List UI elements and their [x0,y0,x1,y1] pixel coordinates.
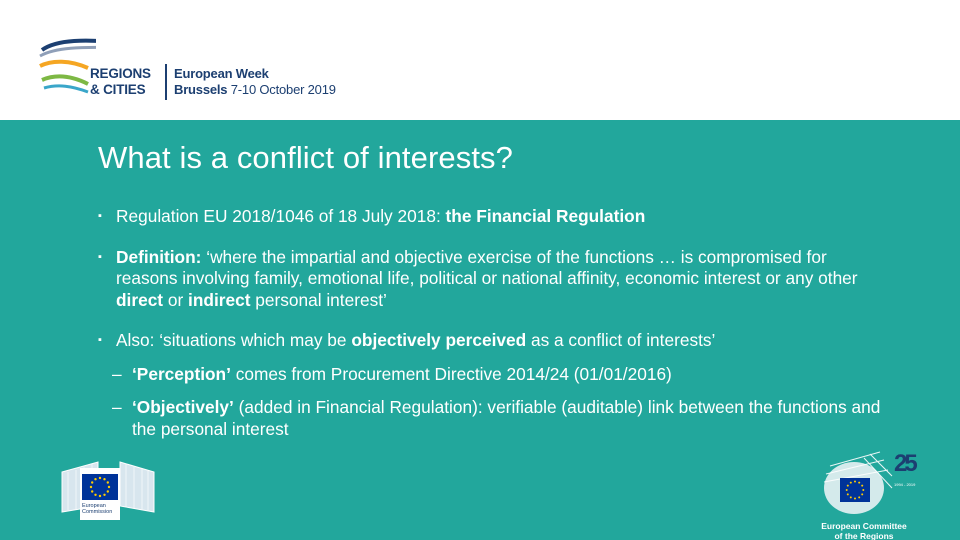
ec-logo-line1: European [82,503,106,509]
bullet2-bold: Definition: [116,246,202,267]
bullet-item [98,206,888,228]
cor-emblem-icon [810,448,900,520]
bullet3-text1: Also: ‘situations which may be [116,330,352,350]
logo-city: Brussels [174,82,228,97]
bullet1-bold: the Financial Regulation [445,206,646,226]
european-commission-logo [58,456,158,522]
sub2-bold: ‘Objectively’ [132,397,234,417]
logo-swoosh-icon [36,34,96,96]
sub-bullet-item [98,397,888,440]
bullet2-bold2: direct [116,289,164,310]
bullet3-text2: as a conflict of interests’ [526,330,716,350]
logo-event [174,66,336,98]
bullet2-text3: personal interest’ [250,289,387,310]
slide-title: What is a conflict of interests? [98,140,513,175]
ec-logo-line2: Commission [82,509,113,515]
sub-bullet-item [98,364,888,386]
bullet-marker: ▪ [98,210,102,222]
logo-left-line1: REGIONS [90,66,151,81]
logo-dates: 7-10 October 2019 [230,82,336,97]
cor-years: 1994 - 2019 [894,482,916,487]
logo-separator [165,64,167,100]
cor-logo-text [814,521,914,540]
bullet-marker: ▪ [98,250,102,263]
bullet2-text1: ‘where the impartial and objective exercise of the functions … is compromised for reasons involving family, emotional life, political or national affinity, economic interest or any other [116,246,858,288]
bullet-item [98,330,888,352]
committee-of-regions-logo [810,448,930,540]
logo-regions-cities [90,66,151,98]
bullet1-text: Regulation EU 2018/1046 of 18 July 2018: [116,206,446,226]
sub1-text: comes from Procurement Directive 2014/24 (01/01/2016) [230,363,672,384]
cor-text-line1: European Committee [821,521,907,531]
bullet-marker: ▪ [98,334,102,346]
bullet2-text2: or [163,289,189,310]
sub2-text: (added in Financial Regulation): verifiable (auditable) link between the functions and the personal interest [132,397,881,439]
ec-logo-text [82,503,112,515]
bullet2-bold3: indirect [188,289,251,310]
logo-right-line1: European Week [174,66,269,81]
bullet3-bold: objectively perceived [351,330,527,350]
regions-cities-logo [36,34,356,100]
logo-right-line2 [174,82,336,98]
slide-header [0,0,960,120]
bullet-item [98,247,888,312]
sub1-bold: ‘Perception’ [132,363,231,384]
sub-bullet-marker: – [112,363,122,384]
cor-text-line2: of the Regions [834,531,894,540]
bullet-list [98,206,888,452]
logo-left-line2: & CITIES [90,82,146,97]
cor-anniversary-number: 25 [894,450,915,477]
sub-bullet-marker: – [112,397,122,417]
